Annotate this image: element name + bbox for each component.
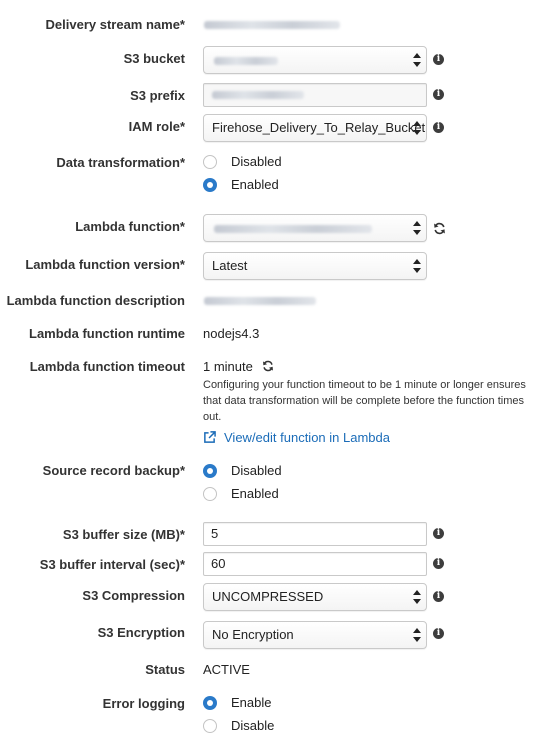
radio-button-selected[interactable] bbox=[203, 464, 217, 478]
refresh-icon[interactable] bbox=[433, 222, 446, 235]
radio-button[interactable] bbox=[203, 719, 217, 733]
info-icon[interactable]: i bbox=[433, 89, 444, 100]
s3-encryption-value: No Encryption bbox=[212, 627, 294, 642]
lambda-function-label: Lambda function* bbox=[75, 219, 185, 234]
s3-compression-label: S3 Compression bbox=[82, 588, 185, 603]
select-arrows-icon bbox=[413, 221, 421, 235]
lambda-function-version-select[interactable] bbox=[203, 252, 427, 280]
info-icon[interactable]: i bbox=[433, 558, 444, 569]
radio-button-selected[interactable] bbox=[203, 178, 217, 192]
delivery-stream-name-label: Delivery stream name* bbox=[45, 17, 185, 32]
lambda-function-version-label: Lambda function version* bbox=[25, 257, 185, 272]
s3-bucket-select[interactable] bbox=[203, 46, 427, 74]
s3-bucket-value-redacted bbox=[214, 57, 278, 65]
error-logging-label: Error logging bbox=[102, 696, 185, 711]
status-value: ACTIVE bbox=[203, 662, 250, 677]
select-arrows-icon bbox=[413, 590, 421, 604]
source-record-backup-label: Source record backup* bbox=[42, 463, 185, 478]
status-label: Status bbox=[145, 662, 185, 677]
iam-role-label: IAM role* bbox=[128, 119, 185, 134]
lambda-function-runtime-label: Lambda function runtime bbox=[29, 326, 185, 341]
select-arrows-icon bbox=[413, 628, 421, 642]
view-edit-function-link[interactable] bbox=[203, 430, 390, 446]
lambda-function-version-value: Latest bbox=[212, 258, 248, 273]
delivery-stream-name-value-redacted bbox=[204, 21, 340, 29]
s3-prefix-input[interactable] bbox=[203, 83, 427, 107]
lambda-function-select[interactable] bbox=[203, 214, 427, 242]
timeout-help-text: Configuring your function timeout to be 1 minute or longer ensures that data transformation will be complete before the function times out. bbox=[203, 379, 526, 423]
option-label: Enable bbox=[231, 695, 272, 710]
timeout-value-text: 1 minute bbox=[203, 359, 253, 374]
s3-buffer-size-label: S3 buffer size (MB)* bbox=[62, 527, 185, 542]
s3-prefix-value-redacted bbox=[212, 91, 304, 99]
option-label: Disabled bbox=[231, 463, 282, 478]
s3-encryption-select[interactable] bbox=[203, 621, 427, 649]
s3-encryption-label: S3 Encryption bbox=[97, 625, 185, 640]
data-transformation-label: Data transformation* bbox=[56, 155, 185, 170]
lambda-function-timeout-label: Lambda function timeout bbox=[29, 359, 185, 374]
info-icon[interactable]: i bbox=[433, 591, 444, 602]
iam-role-select[interactable] bbox=[203, 114, 427, 142]
option-label: Disabled bbox=[231, 154, 282, 169]
s3-compression-value: UNCOMPRESSED bbox=[212, 589, 324, 604]
radio-button-selected[interactable] bbox=[203, 696, 217, 710]
option-label: Enabled bbox=[231, 486, 279, 501]
lambda-function-runtime-value: nodejs4.3 bbox=[203, 326, 260, 341]
select-arrows-icon bbox=[413, 259, 421, 273]
option-label: Enabled bbox=[231, 177, 279, 192]
view-edit-function-link-text[interactable]: View/edit function in Lambda bbox=[224, 430, 390, 445]
select-arrows-icon bbox=[413, 53, 421, 67]
lambda-function-description-value-redacted bbox=[204, 297, 316, 305]
lambda-function-value-redacted bbox=[214, 225, 372, 233]
iam-role-value: Firehose_Delivery_To_Relay_Bucket bbox=[212, 120, 426, 135]
s3-buffer-interval-label: S3 buffer interval (sec)* bbox=[39, 557, 185, 572]
s3-buffer-interval-input[interactable]: 60 bbox=[203, 552, 427, 576]
external-link-icon bbox=[203, 431, 216, 444]
option-label: Disable bbox=[231, 718, 275, 733]
radio-button[interactable] bbox=[203, 155, 217, 169]
info-icon[interactable]: i bbox=[433, 628, 444, 639]
select-arrows-icon bbox=[413, 121, 421, 135]
s3-buffer-size-input[interactable]: 5 bbox=[203, 522, 427, 546]
info-icon[interactable]: i bbox=[433, 54, 444, 65]
s3-bucket-label: S3 bucket bbox=[123, 51, 185, 66]
info-icon[interactable]: i bbox=[433, 528, 444, 539]
s3-prefix-label: S3 prefix bbox=[130, 88, 185, 103]
lambda-function-description-label: Lambda function description bbox=[6, 293, 185, 308]
s3-compression-select[interactable] bbox=[203, 583, 427, 611]
refresh-icon[interactable] bbox=[262, 360, 274, 372]
info-icon[interactable]: i bbox=[433, 122, 444, 133]
radio-button[interactable] bbox=[203, 487, 217, 501]
lambda-function-timeout-value bbox=[203, 359, 274, 375]
